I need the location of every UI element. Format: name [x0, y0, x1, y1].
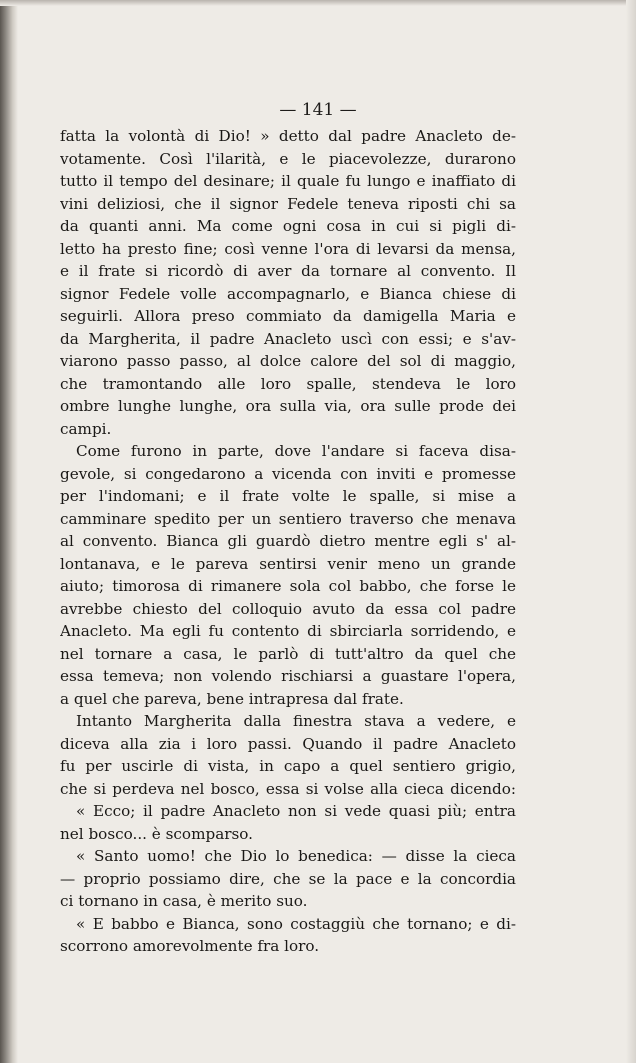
text-line: diceva alla zia i loro passi. Quando il padre Anacleto [60, 734, 516, 753]
text-line: seguirli. Allora preso commiato da damigella Maria e [60, 307, 516, 325]
text-line: Anacleto. Ma egli fu contento di sbirciarla sorridendo, e [60, 622, 516, 640]
text-line: e il frate si ricordò di aver da tornare al convento. Il [60, 262, 516, 280]
text-line: avrebbe chiesto del colloquio avuto da essa col padre [60, 599, 516, 618]
text-line: tutto il tempo del desinare; il quale fu lungo e inaffiato di [60, 172, 516, 190]
text-line: letto ha presto fine; così venne l'ora di levarsi da mensa, [60, 239, 516, 258]
text-line: al convento. Bianca gli guardò dietro mentre egli s' al- [60, 532, 516, 550]
body-text [60, 125, 516, 958]
text-line: ci tornano in casa, è merito suo. [60, 892, 308, 910]
text-line: fu per uscirle di vista, in capo a quel sentiero grigio, [60, 757, 516, 775]
text-line: nel tornare a casa, le parlò di tutt'altro da quel che [60, 644, 516, 663]
text-line: nel bosco... è scomparso. [60, 824, 254, 843]
text-line: signor Fedele volle accompagnarlo, e Bianca chiese di [60, 284, 516, 303]
text-line: per l'indomani; e il frate volte le spalle, si mise a [60, 487, 516, 505]
text-line: a quel che pareva, bene intrapresa dal frate. [60, 689, 404, 708]
text-line: Intanto Margherita dalla finestra stava a vedere, e [76, 712, 516, 730]
text-line: vini deliziosi, che il signor Fedele teneva riposti chi sa [60, 194, 516, 213]
text-line: camminare spedito per un sentiero traverso che menava [60, 509, 516, 528]
text-line: « Santo uomo! che Dio lo benedica: — disse la cieca [76, 847, 516, 865]
text-line: viarono passo passo, al dolce calore del sol di maggio, [60, 352, 516, 370]
page-number: — 141 — [279, 100, 357, 120]
text-line: lontanava, e le pareva sentirsi venir meno un grande [60, 554, 516, 573]
text-line: ombre lunghe lunghe, ora sulla via, ora sulle prode dei [60, 397, 516, 415]
page-right-edge [626, 0, 636, 1063]
text-line: — proprio possiamo dire, che se la pace e la concordia [60, 869, 516, 888]
text-line: Come furono in parte, dove l'andare si faceva disa- [76, 442, 516, 460]
text-line: essa temeva; non volendo rischiarsi a guastare l'opera, [60, 667, 516, 685]
text-line: da Margherita, il padre Anacleto uscì con essi; e s'av- [60, 329, 516, 348]
text-line: « E babbo e Bianca, sono costaggiù che tornano; e di- [76, 914, 516, 933]
text-line: votamente. Così l'ilarità, e le piacevolezze, durarono [60, 149, 516, 168]
page-binding-shadow [0, 0, 18, 1063]
text-line: gevole, si congedarono a vicenda con inviti e promesse [60, 464, 516, 483]
text-line: che si perdeva nel bosco, essa si volse alla cieca dicendo: [60, 779, 516, 798]
text-line: campi. [60, 419, 112, 438]
text-line: aiuto; timorosa di rimanere sola col babbo, che forse le [60, 577, 516, 595]
text-line: fatta la volontà di Dio! » detto dal padre Anacleto de- [60, 127, 516, 145]
text-line: che tramontando alle loro spalle, stendeva le loro [60, 374, 516, 393]
text-line: scorrono amorevolmente fra loro. [60, 937, 320, 955]
text-line: « Ecco; il padre Anacleto non si vede quasi più; entra [76, 802, 516, 820]
page-top-edge [0, 0, 636, 6]
text-line: da quanti anni. Ma come ogni cosa in cui si pigli di- [60, 217, 516, 235]
